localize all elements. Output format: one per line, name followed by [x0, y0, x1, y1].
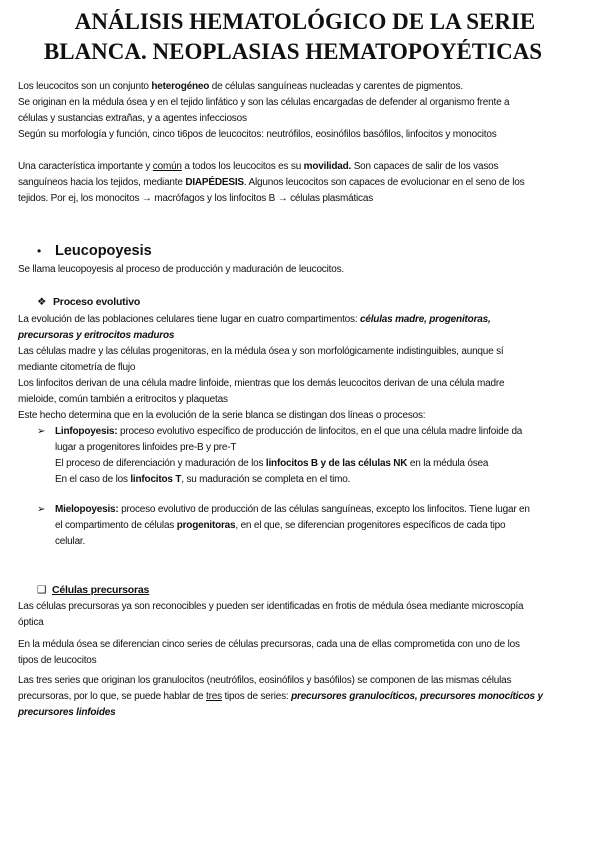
text-run: Linfopoyesis:	[55, 426, 118, 437]
text-run: tres	[206, 691, 222, 702]
text-run: de células sanguíneas nucleadas y carentes de pigmentos.	[209, 81, 463, 92]
text-run: Los linfocitos derivan de una célula madre linfoide, mientras que los demás leucocitos derivan de una célula madre	[18, 378, 505, 389]
text-run: heterogéneo	[151, 81, 210, 92]
text-run: tipos de leucocitos	[18, 655, 97, 666]
text-run: precursores granulocíticos, precursores monocíticos y	[291, 691, 543, 702]
text-line	[0, 111, 600, 127]
text-run: En la médula ósea se diferencian cinco series de células precursoras, cada una de ellas comprometida con uno de los	[18, 639, 520, 650]
text-line	[0, 312, 600, 328]
text-line	[0, 673, 600, 689]
text-run: DIAPÉDESIS	[185, 177, 244, 188]
spacer	[0, 143, 600, 159]
text-run: precursores linfoides	[18, 707, 116, 718]
arrow-bullet-icon: ➢	[37, 504, 46, 515]
arrow-bullet-icon: ➢	[37, 426, 46, 437]
text-run: Según su morfología y función, cinco ti6pos de leucocitos: neutrófilos, eosinófilos basófilos, linfocitos y monocitos	[18, 129, 497, 140]
text-line	[0, 615, 600, 631]
text-run: células y sustancias extrañas, y a agentes infecciosos	[18, 113, 247, 124]
text-run: a todos los leucocitos es su	[181, 161, 304, 172]
text-run: Células precursoras	[52, 584, 150, 596]
text-run: El proceso de diferenciación y maduración de los	[55, 458, 266, 469]
spacer	[0, 550, 600, 582]
text-run: Leucopoyesis	[55, 243, 152, 259]
text-run: proceso evolutivo específico de producción de linfocitos, en el que una célula madre linfoide da	[117, 426, 523, 437]
text-run: precursoras y eritrocitos maduros	[18, 330, 175, 341]
text-line	[0, 599, 600, 615]
text-run: celular.	[55, 536, 86, 547]
text-run: . Algunos leucocitos son capaces de evolucionar en el seno de los	[243, 177, 525, 188]
text-line	[0, 344, 600, 360]
spacer	[0, 488, 600, 502]
text-run: progenitoras	[176, 520, 236, 531]
text-line	[0, 328, 600, 344]
text-run: movilidad.	[303, 161, 352, 172]
text-line	[0, 262, 600, 278]
text-run: Las células madre y las células progenitoras, en la médula ósea y son morfológicamente indistinguibles, aunque sí	[18, 346, 504, 357]
text-run: , en el que, se diferencian progenitores específicos de cada tipo	[235, 520, 506, 531]
text-run: sanguíneos hacia los tejidos, mediante	[18, 177, 186, 188]
text-line	[0, 705, 600, 721]
spacer	[0, 67, 600, 79]
text-run: Mielopoyesis:	[55, 504, 119, 515]
document-title-line-2: BLANCA. NEOPLASIAS HEMATOPOYÉTICAS	[43, 39, 543, 64]
text-run: común	[152, 161, 182, 172]
text-run: Una característica importante y	[18, 161, 153, 172]
text-line	[0, 502, 600, 518]
text-line	[0, 360, 600, 376]
text-run: Las células precursoras ya son reconocibles y pueden ser identificadas en frotis de médula ósea mediante microscopía	[18, 601, 524, 612]
text-run: Son capaces de salir de los vasos	[351, 161, 499, 172]
text-line	[0, 159, 600, 175]
text-run: En el caso de los	[55, 474, 131, 485]
spacer	[0, 278, 600, 294]
text-run: mediante citometría de flujo	[18, 362, 136, 373]
document-body	[0, 67, 600, 721]
text-line	[0, 175, 600, 191]
text-line	[0, 440, 600, 456]
section-heading	[0, 240, 600, 262]
text-run: La evolución de las poblaciones celulares tiene lugar en cuatro compartimentos:	[18, 314, 360, 325]
document-title-line-1: ANÁLISIS HEMATOLÓGICO DE LA SERIE	[74, 9, 536, 34]
text-line	[0, 653, 600, 669]
text-line	[0, 127, 600, 143]
text-line	[0, 79, 600, 95]
text-line	[0, 534, 600, 550]
text-run: Las tres series que originan los granulocitos (neutrófilos, eosinófilos y basófilos) se componen de las mismas células	[18, 675, 512, 686]
text-run: Los leucocitos son un conjunto	[18, 81, 152, 92]
section-heading	[0, 294, 600, 310]
text-run: tipos de series:	[221, 691, 292, 702]
text-line	[0, 376, 600, 392]
text-run: Se llama leucopoyesis al proceso de producción y maduración de leucocitos.	[18, 264, 344, 275]
text-line	[0, 95, 600, 111]
text-line	[0, 424, 600, 440]
bullet-icon: •	[37, 244, 42, 258]
text-run: lugar a progenitores linfoides pre-B y pre-T	[55, 442, 237, 453]
text-run: proceso evolutivo de producción de las células sanguíneas, excepto los linfocitos. Tiene lugar en	[118, 504, 530, 515]
text-line	[0, 392, 600, 408]
text-line	[0, 456, 600, 472]
text-line	[0, 408, 600, 424]
text-run: Este hecho determina que en la evolución de la serie blanca se distingan dos líneas o procesos:	[18, 410, 426, 421]
text-run: mieloide, común también a eritrocitos y plaquetas	[18, 394, 228, 405]
text-run: , su maduración se completa en el timo.	[181, 474, 351, 485]
text-run: el compartimento de células	[55, 520, 177, 531]
text-line	[0, 472, 600, 488]
text-run: tejidos. Por ej, los monocitos → macrófagos y los linfocitos B → células plasmáticas	[18, 193, 374, 204]
text-line	[0, 689, 600, 705]
text-run: Proceso evolutivo	[53, 296, 141, 308]
text-line	[0, 518, 600, 534]
text-run: precursoras, por lo que, se puede hablar de	[18, 691, 206, 702]
text-run: óptica	[18, 617, 44, 628]
checkbox-bullet-icon: ❑	[37, 584, 47, 596]
text-line	[0, 191, 600, 207]
text-run: Se originan en la médula ósea y en el tejido linfático y son las células encargadas de defender al organismo frente a	[18, 97, 510, 108]
spacer	[0, 207, 600, 240]
section-heading	[0, 582, 600, 598]
text-run: linfocitos T	[130, 474, 182, 485]
text-run: células madre, progenitoras,	[360, 314, 491, 325]
text-run: linfocitos B y de las células NK	[265, 458, 408, 469]
text-line	[0, 637, 600, 653]
text-run: en la médula ósea	[407, 458, 489, 469]
diamond-bullet-icon: ❖	[37, 296, 47, 308]
